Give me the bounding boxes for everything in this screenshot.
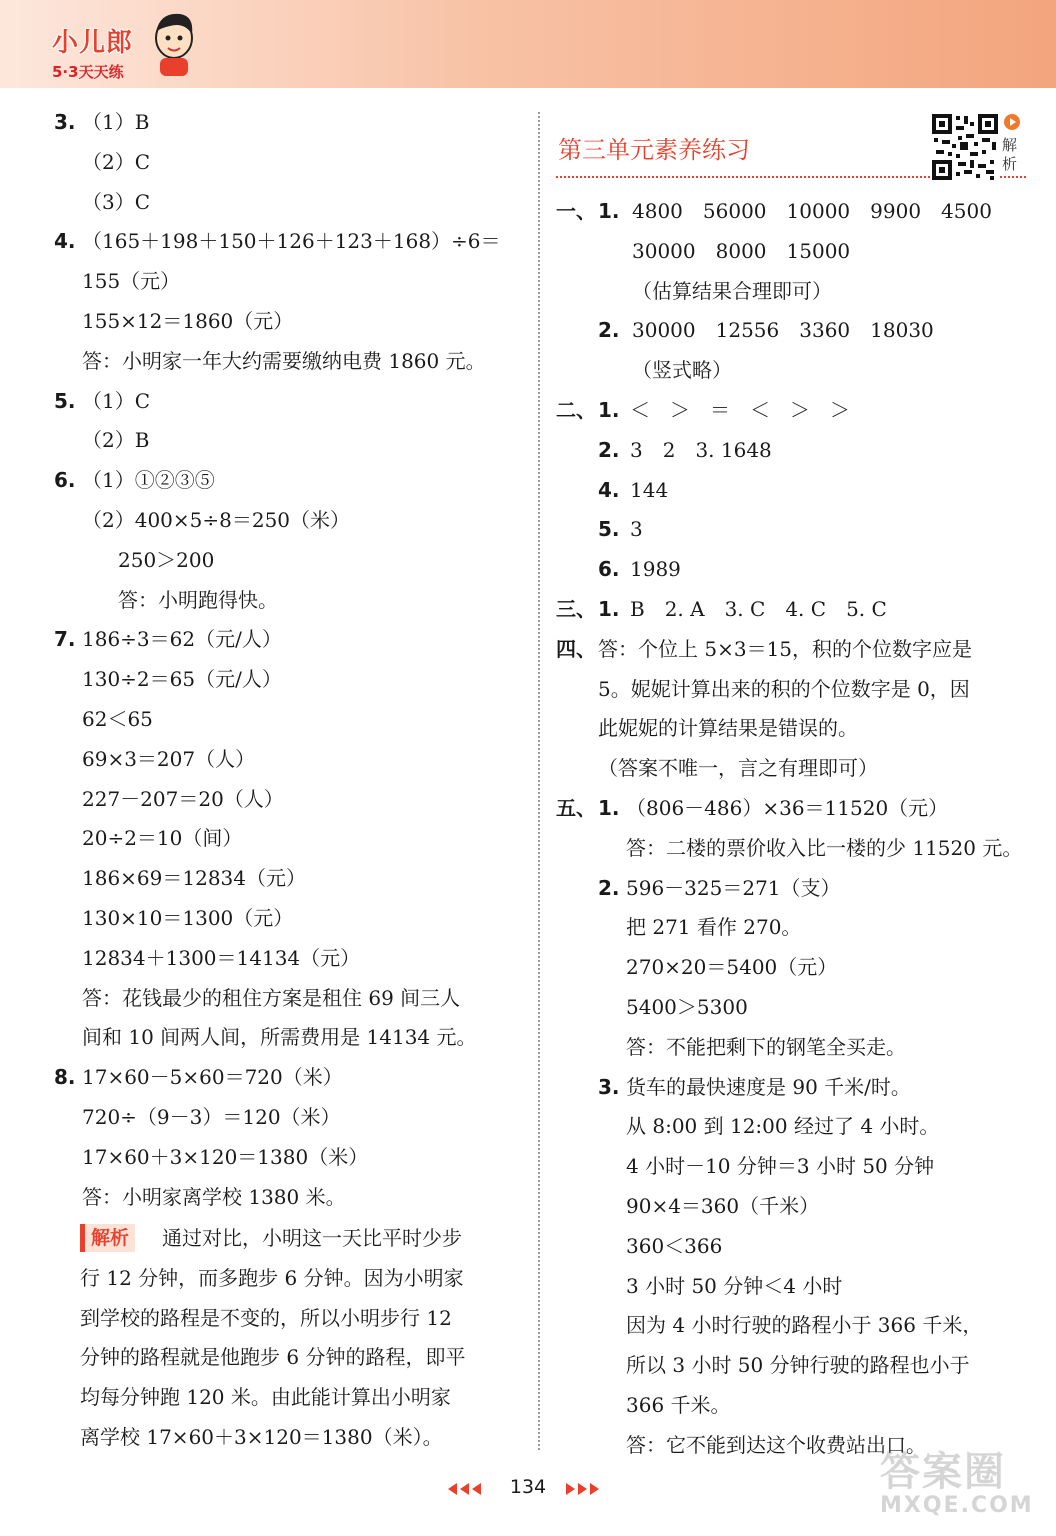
page-number: 134 (509, 1476, 547, 1498)
section-label: 五、 (556, 796, 596, 820)
question-number: 4. (598, 477, 620, 502)
answer-line: 90×4＝360（千米） (626, 1194, 820, 1218)
watermark-cn: 答案圈 (880, 1449, 1006, 1495)
answer-line: （165＋198＋150＋126＋123＋168）÷6＝ (82, 229, 501, 254)
answer-line: （1）①②③⑤ (82, 468, 215, 493)
brand-name: 小儿郎 (52, 28, 134, 58)
answer-line: 130×10＝1300（元） (82, 906, 294, 930)
question-number: 3. (54, 110, 76, 134)
analysis-line: 行 12 分钟，而多跑步 6 分钟。因为小明家 (80, 1265, 464, 1290)
question-number: 2. (598, 875, 620, 900)
answer-line: 答：个位上 5×3＝15，积的个位数字应是 (598, 636, 973, 661)
watermark (880, 1440, 1050, 1536)
answer-line: 3 2 3. 1648 (630, 437, 772, 462)
answer-line: 69×3＝207（人） (82, 746, 256, 771)
next-arrows-icon (566, 1480, 602, 1499)
play-icon[interactable] (1004, 114, 1020, 130)
answer-line: 250＞200 (118, 547, 215, 572)
answer-line: 因为 4 小时行驶的路程小于 366 千米， (626, 1313, 983, 1338)
answer-line: 4 小时－10 分钟＝3 小时 50 分钟 (626, 1154, 935, 1179)
answer-line: 答：小明跑得快。 (118, 587, 278, 612)
answer-line: 把 271 看作 270。 (626, 915, 802, 940)
answer-line: 此妮妮的计算结果是错误的。 (598, 716, 858, 741)
answer-line: 答：它不能到达这个收费站出口。 (626, 1432, 926, 1457)
answer-line: 答：小明家一年大约需要缴纳电费 1860 元。 (82, 348, 486, 373)
qr-code-icon[interactable] (930, 112, 1000, 182)
answer-line: 360＜366 (626, 1233, 723, 1258)
watermark-en: MXQE.COM (880, 1493, 1034, 1518)
answer-line: 270×20＝5400（元） (626, 955, 838, 980)
question-number: 8. (54, 1065, 76, 1090)
answer-line: （1）B (82, 110, 150, 134)
prev-arrows-icon (448, 1480, 484, 1499)
question-number: 5. (54, 388, 76, 413)
mascot-icon (150, 8, 198, 78)
question-number: 5. (598, 517, 620, 542)
section-label: 四、 (556, 636, 596, 661)
section-title: 第三单元素养练习 (558, 136, 750, 164)
answer-line: （2）C (82, 149, 151, 174)
answer-line: 5400＞5300 (626, 995, 748, 1019)
answer-line: 366 千米。 (626, 1393, 731, 1417)
answer-line: 12834＋1300＝14134（元） (82, 945, 361, 970)
analysis-line: 分钟的路程就是他跑步 6 分钟的路程，即平 (80, 1345, 466, 1370)
question-number: 1. (598, 597, 620, 621)
question-number: 1. (598, 398, 620, 422)
analysis-tag: 解析 (80, 1224, 135, 1252)
question-number: 6. (54, 468, 76, 493)
answer-line: 间和 10 间两人间，所需费用是 14134 元。 (82, 1025, 477, 1050)
answer-line: 227－207＝20（人） (82, 786, 284, 811)
answer-line: （1）C (82, 388, 151, 413)
answer-line: 186÷3＝62（元/人） (82, 627, 282, 652)
page-header (0, 0, 1056, 88)
question-number: 1. (598, 796, 620, 820)
answer-line: （估算结果合理即可） (632, 278, 832, 303)
answer-line: B 2. A 3. C 4. C 5. C (630, 597, 887, 621)
answer-line: 30000 8000 15000 (632, 238, 851, 263)
answer-line: 答：花钱最少的租住方案是租住 69 间三人 (82, 985, 461, 1010)
question-number: 6. (598, 557, 620, 582)
answer-line: 17×60＋3×120＝1380（米） (82, 1144, 369, 1169)
column-divider (538, 112, 540, 1450)
answer-line: （2）400×5÷8＝250（米） (82, 508, 351, 532)
answer-line: 从 8:00 到 12:00 经过了 4 小时。 (626, 1114, 940, 1139)
analysis-line: 离学校 17×60＋3×120＝1380（米）。 (80, 1425, 443, 1449)
series-name: 5·3天天练 (52, 63, 124, 81)
answer-line: 1989 (630, 557, 681, 582)
answer-line: 答：不能把剩下的钢笔全买走。 (626, 1034, 906, 1059)
answer-line: 20÷2＝10（间） (82, 826, 243, 851)
answer-line: 130÷2＝65（元/人） (82, 667, 282, 692)
answer-line: 155×12＝1860（元） (82, 309, 294, 333)
answer-line: 所以 3 小时 50 分钟行驶的路程也小于 (626, 1353, 970, 1378)
answer-line: 155（元） (82, 269, 181, 294)
answer-line: 62＜65 (82, 707, 153, 731)
answer-line: 596－325＝271（支） (626, 875, 841, 900)
section-label: 一、 (556, 199, 596, 223)
brand-logo (52, 22, 133, 82)
answer-line: 3 (630, 517, 643, 542)
answer-line: 186×69＝12834（元） (82, 866, 307, 891)
analysis-line: 通过对比，小明这一天比平时少步 (162, 1226, 462, 1250)
question-number: 2. (598, 437, 620, 462)
section-label: 三、 (556, 597, 596, 621)
analysis-line: 到学校的路程是不变的，所以小明步行 12 (80, 1305, 452, 1330)
question-number: 7. (54, 627, 76, 652)
answer-line: 30000 12556 3360 18030 (632, 318, 934, 343)
question-number: 3. (598, 1074, 620, 1099)
answer-line: （答案不唯一，言之有理即可） (598, 756, 878, 781)
section-label: 二、 (556, 398, 596, 422)
answer-line: 答：二楼的票价收入比一楼的少 11520 元。 (626, 835, 1023, 860)
answer-line: 3 小时 50 分钟＜4 小时 (626, 1273, 843, 1298)
answer-line: 144 (630, 477, 669, 502)
answer-line: （2）B (82, 428, 150, 453)
answer-line: （806－486）×36＝11520（元） (626, 796, 949, 820)
answer-line: （3）C (82, 189, 151, 214)
question-number: 1. (598, 199, 620, 223)
question-number: 4. (54, 229, 76, 254)
analysis-line: 均每分钟跑 120 米。由此能计算出小明家 (80, 1385, 451, 1410)
answer-line: （竖式略） (632, 358, 732, 383)
answer-line: 5。妮妮计算出来的积的个位数字是 0，因 (598, 676, 970, 701)
answer-line: 答：小明家离学校 1380 米。 (82, 1184, 346, 1209)
question-number: 2. (598, 318, 620, 343)
qr-label[interactable]: 解析 (1002, 136, 1018, 173)
answer-line: ＜ ＞ ＝ ＜ ＞ ＞ (630, 398, 850, 422)
answer-line: 17×60－5×60＝720（米） (82, 1065, 343, 1090)
answer-line: 720÷（9－3）＝120（米） (82, 1105, 341, 1129)
answer-line: 货车的最快速度是 90 千米/时。 (626, 1074, 911, 1099)
answer-line: 4800 56000 10000 9900 4500 (632, 199, 992, 223)
